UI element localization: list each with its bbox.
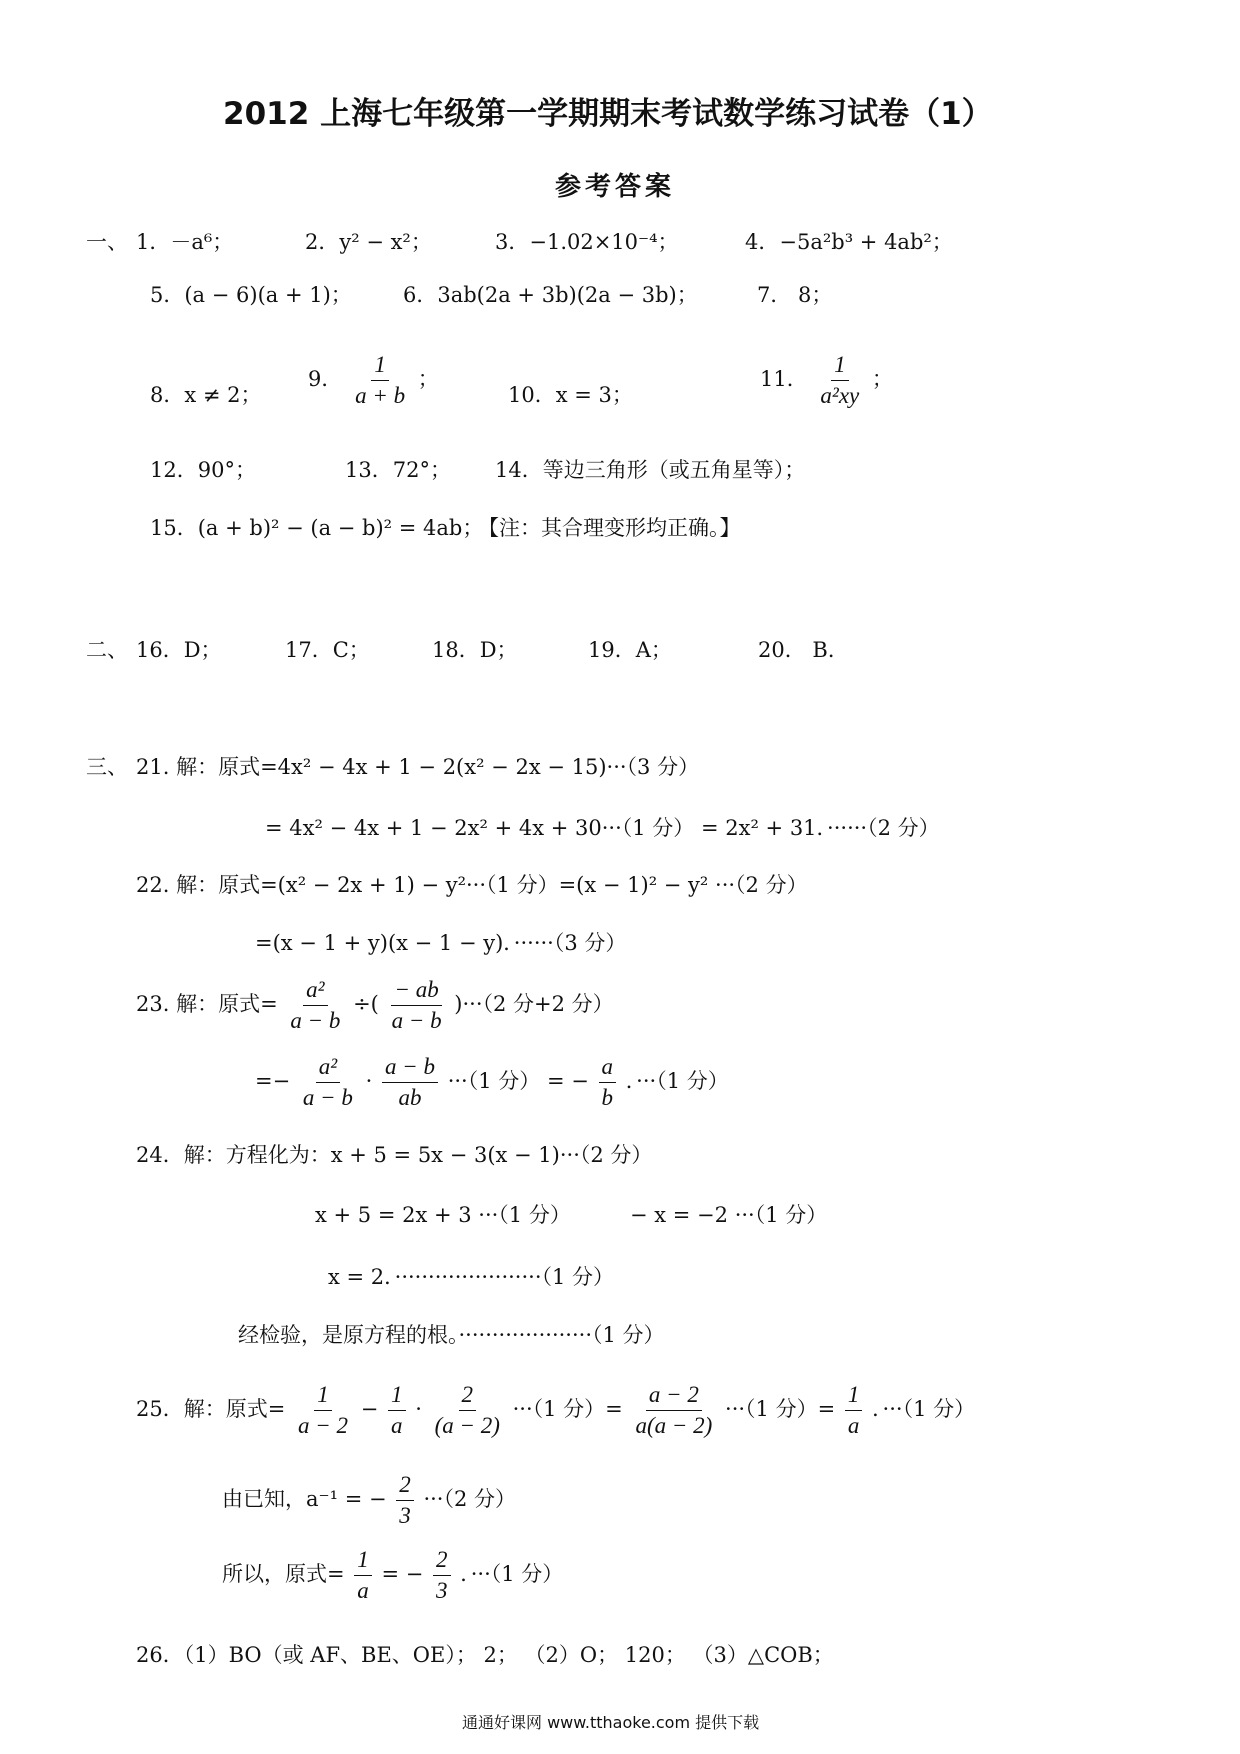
solution-25-fraction-2-numerator: 1 (388, 1380, 406, 1411)
solution-25-fraction-4-numerator: a − 2 (646, 1380, 702, 1411)
solution-22-line-2: =(x − 1 + y)(x − 1 − y)．······（3 分） (255, 931, 627, 955)
answer-15: 15．(a + b)² − (a − b)² = 4ab； (150, 516, 484, 540)
solution-23-prefix: 23. 解：原式= (136, 992, 278, 1016)
answer-6: 6．3ab(2a + 3b)(2a − 3b)； (403, 283, 698, 307)
solution-25-line-2-denominator: 3 (399, 1503, 411, 1528)
answer-5: 5．(a − 6)(a + 1)； (150, 283, 352, 307)
answer-9-fraction (352, 350, 408, 411)
answer-8: 8．x ≠ 2； (150, 383, 262, 407)
answer-11-label: 11． (760, 367, 808, 391)
solution-25-line-3-fraction-2-denominator: 3 (436, 1578, 448, 1603)
part1-label: 一、 (86, 230, 128, 254)
solution-24-line-4: 经检验，是原方程的根。····················（1 分） (238, 1323, 665, 1347)
answer-3: 3．−1.02×10⁻⁴； (495, 230, 679, 254)
solution-25-operator-1: − (360, 1397, 379, 1421)
page-footer: 通通好课网 www.tthaoke.com 提供下载 (462, 1713, 760, 1732)
answer-14: 14．等边三角形（或五角星等）； (495, 458, 806, 482)
answer-18: 18．D； (432, 638, 518, 662)
answer-13: 13．72°； (345, 458, 451, 482)
solution-25-prefix: 25．解：原式= (136, 1397, 286, 1421)
solution-25-line-2 (222, 1470, 516, 1531)
answer-7: 7． 8； (757, 283, 833, 307)
answer-9-numerator: 1 (371, 350, 389, 381)
solution-25-line-2-prefix: 由已知，a⁻¹ = − (222, 1487, 387, 1511)
answer-11-tail: ； (871, 367, 893, 391)
solution-25-suffix: ．···（1 分） (872, 1397, 976, 1421)
answer-9-tail: ； (417, 367, 439, 391)
solution-23-fraction-2-denominator: a − b (391, 1008, 442, 1033)
answer-4: 4．−5a²b³ + 4ab²； (745, 230, 953, 254)
solution-23-line-2-fraction-2-numerator: a − b (382, 1052, 438, 1083)
part2-label: 二、 (86, 638, 128, 662)
solution-23-line-2-fraction-3-denominator: b (601, 1085, 613, 1110)
solution-23-line-2-fraction-2 (382, 1052, 438, 1113)
part3-label: 三、 (86, 755, 128, 779)
solution-23-fraction-1 (287, 975, 343, 1036)
solution-23-fraction-2 (389, 975, 445, 1036)
solution-25-fraction-5-denominator: a (847, 1413, 860, 1438)
solution-24-line-1: 24．解：方程化为：x + 5 = 5x − 3(x − 1)···（2 分） (136, 1143, 653, 1167)
answer-16: 16．D； (136, 638, 222, 662)
solution-23-suffix: )···（2 分+2 分） (454, 992, 614, 1016)
solution-25-fraction-3-denominator: (a − 2) (434, 1413, 500, 1438)
solution-25-line-3-fraction-1-numerator: 1 (354, 1545, 372, 1576)
solution-23-line-2-fraction-1-denominator: a − b (302, 1085, 353, 1110)
solution-25-line-3 (222, 1545, 563, 1606)
solution-23-line-2 (255, 1052, 729, 1113)
answer-11-numerator: 1 (831, 350, 849, 381)
solution-21-line-1: 21. 解：原式=4x² − 4x + 1 − 2(x² − 2x − 15)···（3 分） (136, 755, 700, 779)
solution-25-fraction-3 (432, 1380, 503, 1441)
solution-25-fraction-1 (295, 1380, 351, 1441)
solution-23-fraction-1-numerator: a² (303, 975, 327, 1006)
solution-23-line-2-fraction-1 (300, 1052, 356, 1113)
page-subtitle: 参考答案 (555, 172, 676, 202)
solution-21-line-2: = 4x² − 4x + 1 − 2x² + 4x + 30···（1 分） = 2x² + 31．······（2 分） (265, 816, 940, 840)
solution-23-line-2-suffix: ．···（1 分） (625, 1069, 729, 1093)
solution-23-line-2-fraction-3-numerator: a (599, 1052, 617, 1083)
answer-9 (308, 350, 439, 411)
solution-25-mid-1: ···（1 分）= (512, 1397, 623, 1421)
solution-25-line-3-operator: = − (381, 1562, 424, 1586)
answer-11 (760, 350, 893, 411)
answer-12: 12．90°； (150, 458, 256, 482)
solution-23-line-2-prefix: =− (255, 1069, 291, 1093)
answer-11-fraction (817, 350, 862, 411)
answer-17: 17．C； (285, 638, 370, 662)
solution-24-line-3: x = 2．······················（1 分） (328, 1265, 615, 1289)
solution-24-line-2a: x + 5 = 2x + 3 ···（1 分） (315, 1203, 571, 1227)
solution-25-line-2-suffix: ···（2 分） (423, 1487, 517, 1511)
answer-1: 1．－a⁶； (136, 230, 234, 254)
answer-10: 10．x = 3； (508, 383, 633, 407)
solution-25-fraction-5 (845, 1380, 863, 1441)
solution-24-line-2b: − x = −2 ···（1 分） (630, 1203, 828, 1227)
solution-25-fraction-3-numerator: 2 (459, 1380, 477, 1411)
solution-25-operator-2: · (415, 1397, 422, 1421)
solution-25-fraction-1-numerator: 1 (314, 1380, 332, 1411)
answer-15-note: 【注：其合理变形均正确。】 (478, 516, 741, 540)
solution-25-line-1 (136, 1380, 975, 1441)
solution-25-line-3-prefix: 所以，原式= (222, 1562, 345, 1586)
solution-23-fraction-2-numerator: − ab (391, 975, 441, 1006)
solution-23-line-2-fraction-3 (599, 1052, 617, 1113)
answer-11-denominator: a²xy (820, 383, 860, 408)
solution-26: 26．（1）BO（或 AF、BE、OE）； 2； （2）O； 120； （3）△COB； (136, 1643, 834, 1667)
solution-25-fraction-2 (388, 1380, 406, 1441)
solution-23-line-2-fraction-2-denominator: ab (398, 1085, 422, 1110)
solution-25-line-2-numerator: 2 (396, 1470, 414, 1501)
solution-25-fraction-4-denominator: a(a − 2) (635, 1413, 713, 1438)
solution-23-line-1 (136, 975, 614, 1036)
solution-23-operator: ÷( (353, 992, 379, 1016)
solution-25-line-3-fraction-1-denominator: a (357, 1578, 369, 1603)
solution-25-fraction-4 (632, 1380, 715, 1441)
answer-9-label: 9． (308, 367, 343, 391)
solution-25-line-2-fraction (396, 1470, 414, 1531)
solution-23-line-2-operator: · (365, 1069, 373, 1093)
answer-19: 19．A； (588, 638, 672, 662)
solution-25-fraction-2-denominator: a (391, 1413, 403, 1438)
answer-2: 2．y² − x²； (305, 230, 432, 254)
solution-25-fraction-5-numerator: 1 (845, 1380, 863, 1411)
solution-23-line-2-mid: ···（1 分） = − (447, 1069, 589, 1093)
solution-25-line-3-fraction-1 (354, 1545, 372, 1606)
solution-25-mid-2: ···（1 分）= (725, 1397, 836, 1421)
solution-22-line-1: 22. 解：原式=(x² − 2x + 1) − y²···（1 分）=(x − 1)² − y² ···（2 分） (136, 873, 808, 897)
page-title: 2012 上海七年级第一学期期末考试数学练习试卷（1） (223, 96, 993, 132)
answer-9-denominator: a + b (355, 383, 406, 408)
solution-25-line-3-suffix: ．···（1 分） (460, 1562, 564, 1586)
answer-20: 20． B． (758, 638, 849, 662)
solution-23-fraction-1-denominator: a − b (290, 1008, 341, 1033)
solution-25-fraction-1-denominator: a − 2 (298, 1413, 349, 1438)
solution-25-line-3-fraction-2-numerator: 2 (433, 1545, 451, 1576)
solution-23-line-2-fraction-1-numerator: a² (316, 1052, 340, 1083)
solution-25-line-3-fraction-2 (433, 1545, 451, 1606)
